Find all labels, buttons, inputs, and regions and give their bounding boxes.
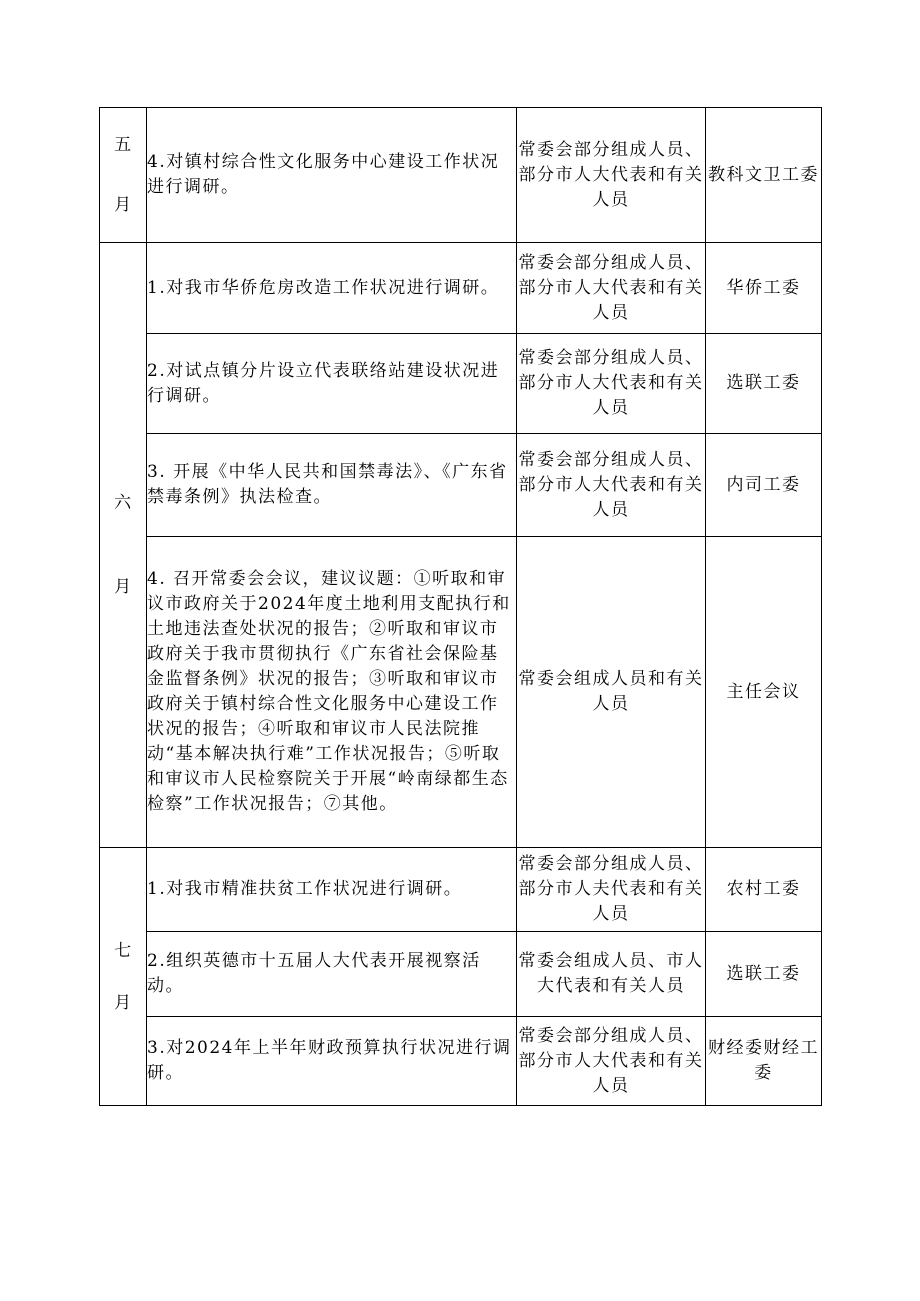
dept-cell	[706, 848, 822, 932]
participants-cell	[517, 1017, 706, 1106]
item-text: 2.组织英德市十五届人大代表开展视察活动。	[147, 951, 481, 996]
month-cell-june	[100, 243, 147, 848]
table-row	[100, 334, 822, 434]
table-row	[100, 1017, 822, 1106]
work-plan-table	[99, 107, 822, 1106]
item-text: 3.对2024年上半年财政预算执行状况进行调研。	[147, 1038, 512, 1083]
participants-text: 常委会部分组成人员、部分市人夫代表和有关人员	[518, 854, 704, 924]
item-text: 1.对我市华侨危房改造工作状况进行调研。	[147, 277, 500, 298]
month-cell-may	[100, 108, 147, 243]
participants-text: 常委会部分组成人员、部分市人大代表和有关人员	[518, 348, 704, 418]
item-cell	[147, 537, 517, 848]
item-cell	[147, 434, 517, 537]
item-text: 2.对试点镇分片设立代表联络站建设状况进行调研。	[147, 360, 500, 406]
table-row	[100, 537, 822, 848]
participants-text: 常委会部分组成人员、部分市人大代表和有关人员	[518, 1025, 704, 1096]
dept-text: 农村工委	[726, 879, 801, 899]
participants-cell	[517, 537, 706, 848]
table-row	[100, 243, 822, 334]
table-row	[100, 932, 822, 1017]
participants-cell	[517, 243, 706, 334]
month-label: 六月	[114, 493, 133, 597]
dept-cell	[706, 243, 822, 334]
item-cell	[147, 1017, 517, 1106]
dept-text: 内司工委	[726, 474, 801, 495]
month-label: 五月	[114, 135, 133, 215]
dept-cell	[706, 334, 822, 434]
dept-cell	[706, 1017, 822, 1106]
item-text: 4. 召开常委会会议，建议议题：①听取和审议市政府关于2024年度土地利用支配执行和土地违法查处状况的报告；②听取和审议市政府关于我市贯彻执行《广东省社会保险基金监督条例》状况的报告；③听取和审议市政府关于镇村综合性文化服务中心建设工作状况的报告；④听取和审议市人民法院推动“基本解决执行难”工作状况报告；⑤听取和审议市人民检察院关于开展“岭南绿都生态检察”工作状况报告；⑦其他。	[147, 569, 511, 814]
item-cell	[147, 243, 517, 334]
dept-text: 财经委财经工委	[708, 1038, 819, 1083]
month-label: 七月	[114, 940, 133, 1013]
dept-cell	[706, 932, 822, 1017]
participants-text: 常委会部分组成人员、部分市人大代表和有关人员	[518, 139, 704, 210]
participants-cell	[517, 108, 706, 243]
participants-text: 常委会部分组成人员、部分市人大代表和有关人员	[518, 449, 704, 520]
dept-cell	[706, 537, 822, 848]
dept-text: 选联工委	[726, 963, 801, 984]
participants-cell	[517, 434, 706, 537]
item-cell	[147, 108, 517, 243]
dept-text: 教科文卫工委	[708, 164, 819, 185]
dept-text: 华侨工委	[726, 277, 801, 298]
item-text: 3. 开展《中华人民共和国禁毒法》、《广东省禁毒条例》执法检查。	[147, 462, 508, 507]
dept-text: 选联工委	[726, 373, 801, 393]
item-text: 4.对镇村综合性文化服务中心建设工作状况进行调研。	[147, 152, 500, 197]
item-text: 1.对我市精准扶贫工作状况进行调研。	[147, 879, 463, 899]
item-cell	[147, 334, 517, 434]
participants-text: 常委会部分组成人员、部分市人大代表和有关人员	[518, 252, 704, 323]
participants-cell	[517, 932, 706, 1017]
table-row	[100, 434, 822, 537]
participants-cell	[517, 334, 706, 434]
participants-text: 常委会组成人员、市人大代表和有关人员	[518, 951, 704, 996]
table-row	[100, 848, 822, 932]
month-cell-july	[100, 848, 147, 1106]
dept-text: 主任会议	[726, 681, 801, 702]
table-row	[100, 108, 822, 243]
participants-cell	[517, 848, 706, 932]
participants-text: 常委会组成人员和有关人员	[518, 669, 704, 714]
item-cell	[147, 932, 517, 1017]
dept-cell	[706, 108, 822, 243]
dept-cell	[706, 434, 822, 537]
item-cell	[147, 848, 517, 932]
